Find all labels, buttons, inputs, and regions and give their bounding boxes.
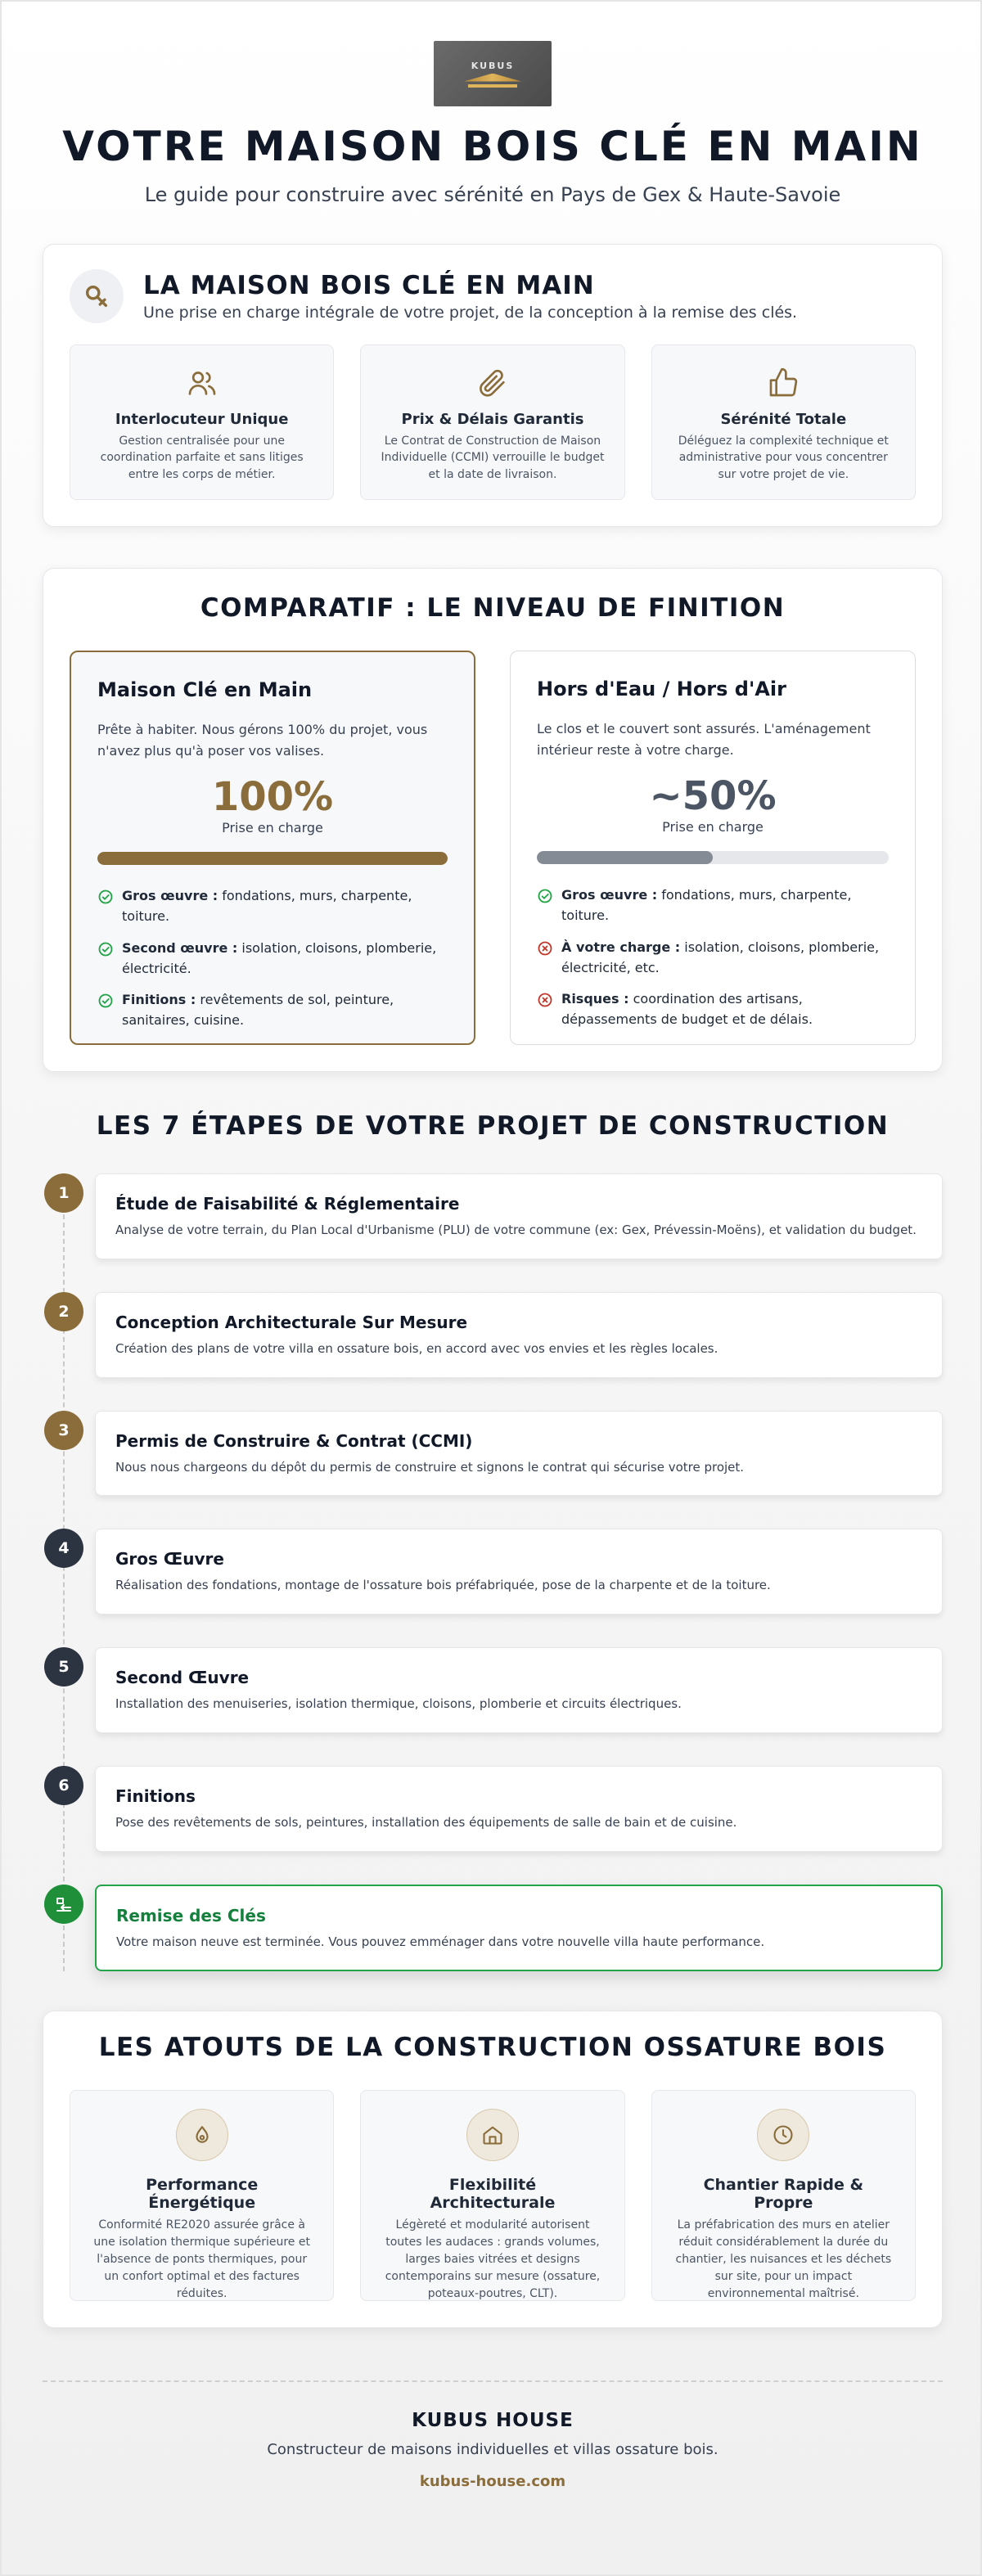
item-text: coordination des artisans, dépassements de budget et de délais. bbox=[561, 991, 813, 1028]
house-icon bbox=[466, 2109, 519, 2161]
footer bbox=[43, 2380, 943, 2490]
step-item bbox=[43, 1529, 943, 1615]
option-percentage: 100% bbox=[211, 774, 334, 821]
progress-bar-fill bbox=[97, 852, 448, 865]
advantage-description: La préfabrication des murs en atelier réduit considérablement la durée du chantier, les nuisances et les déchets sur site, pour un impact environnemental maîtrisé. bbox=[675, 2218, 892, 2301]
comparison-grid bbox=[70, 651, 916, 1045]
step-item bbox=[43, 1411, 943, 1497]
step-card bbox=[95, 1411, 943, 1497]
step-item bbox=[43, 1647, 943, 1733]
option-list bbox=[97, 886, 448, 1031]
comparison-option-weathertight bbox=[510, 651, 916, 1045]
progress-bar-fill bbox=[537, 851, 713, 864]
comparison-section bbox=[43, 568, 943, 1072]
intro-header bbox=[70, 269, 916, 323]
intro-title: LA MAISON BOIS CLÉ EN MAIN bbox=[143, 271, 595, 300]
advantage-title: Flexibilité Architecturale bbox=[430, 2176, 556, 2213]
feature-card bbox=[360, 345, 624, 500]
feature-card bbox=[651, 345, 916, 500]
list-item bbox=[537, 885, 889, 926]
step-number-badge: 4 bbox=[44, 1529, 83, 1568]
step-card bbox=[95, 1529, 943, 1615]
list-item bbox=[97, 886, 448, 927]
advantage-title: Performance Énergétique bbox=[146, 2176, 259, 2213]
feature-description: Le Contrat de Construction de Maison Individuelle (CCMI) verrouille le budget et la date de livraison. bbox=[381, 435, 605, 481]
step-description: Analyse de votre terrain, du Plan Local d'Urbanisme (PLU) de votre commune (ex: Gex, Prévessin-Moëns), et validation du budget. bbox=[115, 1223, 917, 1237]
item-text: fondations, murs, charpente, toiture. bbox=[561, 887, 852, 923]
progress-bar bbox=[97, 852, 448, 865]
item-label: Gros œuvre : bbox=[561, 887, 658, 903]
step-card bbox=[95, 1173, 943, 1259]
item-label: Risques : bbox=[561, 991, 629, 1007]
step-title: Étude de Faisabilité & Réglementaire bbox=[115, 1194, 460, 1214]
item-label: À votre charge : bbox=[561, 939, 681, 955]
page-title: VOTRE MAISON BOIS CLÉ EN MAIN bbox=[62, 123, 923, 170]
key-search-icon bbox=[70, 269, 124, 323]
steps-timeline bbox=[43, 1173, 943, 1971]
feature-description: Gestion centralisée pour une coordination parfaite et sans litiges entre les corps de métier. bbox=[100, 435, 304, 481]
step-card bbox=[95, 1647, 943, 1733]
item-label: Gros œuvre : bbox=[122, 888, 218, 904]
advantage-description: Conformité RE2020 assurée grâce à une isolation thermique supérieure et l'absence de ponts thermiques, pour un confort optimal et des factures réduites. bbox=[93, 2218, 310, 2301]
step-description: Nous nous chargeons du dépôt du permis de construire et signons le contrat qui sécurise votre projet. bbox=[115, 1459, 745, 1475]
advantage-card bbox=[360, 2090, 624, 2301]
feature-title: Sérénité Totale bbox=[720, 411, 847, 428]
option-percentage: ~50% bbox=[649, 773, 777, 820]
header bbox=[43, 41, 943, 206]
advantages-section bbox=[43, 2011, 943, 2328]
list-item bbox=[97, 939, 448, 980]
website-link[interactable]: kubus-house.com bbox=[419, 2473, 566, 2491]
page-subtitle: Le guide pour construire avec sérénité en Pays de Gex & Haute-Savoie bbox=[144, 183, 841, 206]
list-item bbox=[537, 938, 889, 979]
thumbs-up-icon bbox=[767, 387, 800, 403]
step-number-badge: 5 bbox=[44, 1647, 83, 1687]
item-label: Second œuvre : bbox=[122, 939, 238, 956]
option-title: Maison Clé en Main bbox=[97, 678, 313, 701]
kubus-logo[interactable] bbox=[434, 41, 552, 106]
option-description: Prête à habiter. Nous gérons 100% du projet, vous n'avez plus qu'à poser vos valises. bbox=[97, 722, 428, 759]
step-card-final bbox=[95, 1885, 943, 1972]
feature-card bbox=[70, 345, 334, 500]
clock-icon bbox=[757, 2109, 809, 2161]
progress-bar bbox=[537, 851, 889, 864]
item-text: fondations, murs, charpente, toiture. bbox=[122, 888, 412, 924]
comparison-title: COMPARATIF : LE NIVEAU DE FINITION bbox=[200, 593, 786, 623]
step-description: Réalisation des fondations, montage de l'ossature bois préfabriquée, pose de la charpente et de la toiture. bbox=[115, 1578, 771, 1593]
option-description: Le clos et le couvert sont assurés. L'aménagement intérieur reste à votre charge. bbox=[537, 721, 871, 758]
logo-text: KUBUS bbox=[471, 60, 515, 71]
option-percentage-label: Prise en charge bbox=[222, 820, 323, 836]
step-description: Votre maison neuve est terminée. Vous pouvez emménager dans votre nouvelle villa haute performance. bbox=[116, 1934, 765, 1949]
item-text: isolation, cloisons, plomberie, électricité, etc. bbox=[561, 939, 880, 975]
step-description: Création des plans de votre villa en ossature bois, en accord avec vos envies et les règles locales. bbox=[115, 1340, 718, 1356]
check-circle-icon bbox=[97, 993, 114, 1031]
advantage-title: Chantier Rapide & Propre bbox=[703, 2176, 864, 2213]
step-card bbox=[95, 1766, 943, 1852]
cross-circle-icon bbox=[537, 940, 553, 979]
list-item bbox=[97, 990, 448, 1031]
feature-title: Prix & Délais Garantis bbox=[401, 411, 584, 428]
intro-description: Une prise en charge intégrale de votre projet, de la conception à la remise des clés. bbox=[143, 304, 798, 322]
page bbox=[2, 2, 982, 2523]
advantage-card bbox=[651, 2090, 916, 2301]
step-item bbox=[43, 1292, 943, 1378]
item-text: revêtements de sol, peinture, sanitaires, cuisine. bbox=[122, 992, 394, 1029]
steps-title: LES 7 ÉTAPES DE VOTRE PROJET DE CONSTRUCTION bbox=[96, 1111, 890, 1141]
advantages-grid bbox=[70, 2090, 916, 2301]
advantages-title: LES ATOUTS DE LA CONSTRUCTION OSSATURE BOIS bbox=[98, 2033, 887, 2063]
comparison-option-turnkey bbox=[70, 651, 475, 1045]
step-number-badge: 1 bbox=[44, 1173, 83, 1213]
feature-description: Déléguez la complexité technique et administrative pour vous concentrer sur votre projet de vie. bbox=[678, 435, 889, 481]
item-text: isolation, cloisons, plomberie, électricité. bbox=[122, 939, 437, 976]
step-item-final bbox=[43, 1885, 943, 1972]
steps-section bbox=[43, 1111, 943, 1971]
step-title: Permis de Construire & Contrat (CCMI) bbox=[115, 1430, 473, 1451]
step-number-badge: 2 bbox=[44, 1292, 83, 1331]
logo-underline bbox=[468, 84, 517, 88]
option-title: Hors d'Eau / Hors d'Air bbox=[537, 678, 786, 700]
check-circle-icon bbox=[97, 889, 114, 927]
energy-drop-icon bbox=[176, 2109, 228, 2161]
footer-tagline: Constructeur de maisons individuelles et villas ossature bois. bbox=[267, 2441, 718, 2459]
key-icon bbox=[44, 1885, 83, 1924]
step-item bbox=[43, 1766, 943, 1852]
logo-roof-shape bbox=[464, 74, 521, 82]
list-item bbox=[537, 989, 889, 1030]
feature-grid bbox=[70, 345, 916, 500]
feature-title: Interlocuteur Unique bbox=[115, 411, 289, 428]
users-icon bbox=[186, 387, 218, 403]
step-title: Finitions bbox=[115, 1786, 196, 1806]
advantage-card bbox=[70, 2090, 334, 2301]
step-description: Pose des revêtements de sols, peintures, installation des équipements de salle de bain et de cuisine. bbox=[115, 1814, 737, 1830]
step-title: Conception Architecturale Sur Mesure bbox=[115, 1312, 468, 1332]
check-circle-icon bbox=[97, 941, 114, 980]
footer-brand: KUBUS HOUSE bbox=[412, 2410, 574, 2432]
check-circle-icon bbox=[537, 888, 553, 926]
cross-circle-icon bbox=[537, 992, 553, 1030]
step-number-badge: 6 bbox=[44, 1766, 83, 1805]
step-title: Gros Œuvre bbox=[115, 1549, 224, 1569]
step-title: Remise des Clés bbox=[116, 1905, 266, 1925]
option-percentage-label: Prise en charge bbox=[662, 819, 764, 835]
option-list bbox=[537, 885, 889, 1030]
step-number-badge: 3 bbox=[44, 1411, 83, 1450]
advantage-description: Légèreté et modularité autorisent toutes les audaces : grands volumes, larges baies vitrées et designs contemporains sur mesure (ossature, poteaux-poutres, CLT). bbox=[385, 2218, 601, 2301]
item-label: Finitions : bbox=[122, 992, 196, 1008]
step-item bbox=[43, 1173, 943, 1259]
paperclip-icon bbox=[476, 387, 509, 403]
step-description: Installation des menuiseries, isolation thermique, cloisons, plomberie et circuits électriques. bbox=[115, 1696, 682, 1711]
step-title: Second Œuvre bbox=[115, 1668, 250, 1687]
intro-section bbox=[43, 244, 943, 527]
step-card bbox=[95, 1292, 943, 1378]
